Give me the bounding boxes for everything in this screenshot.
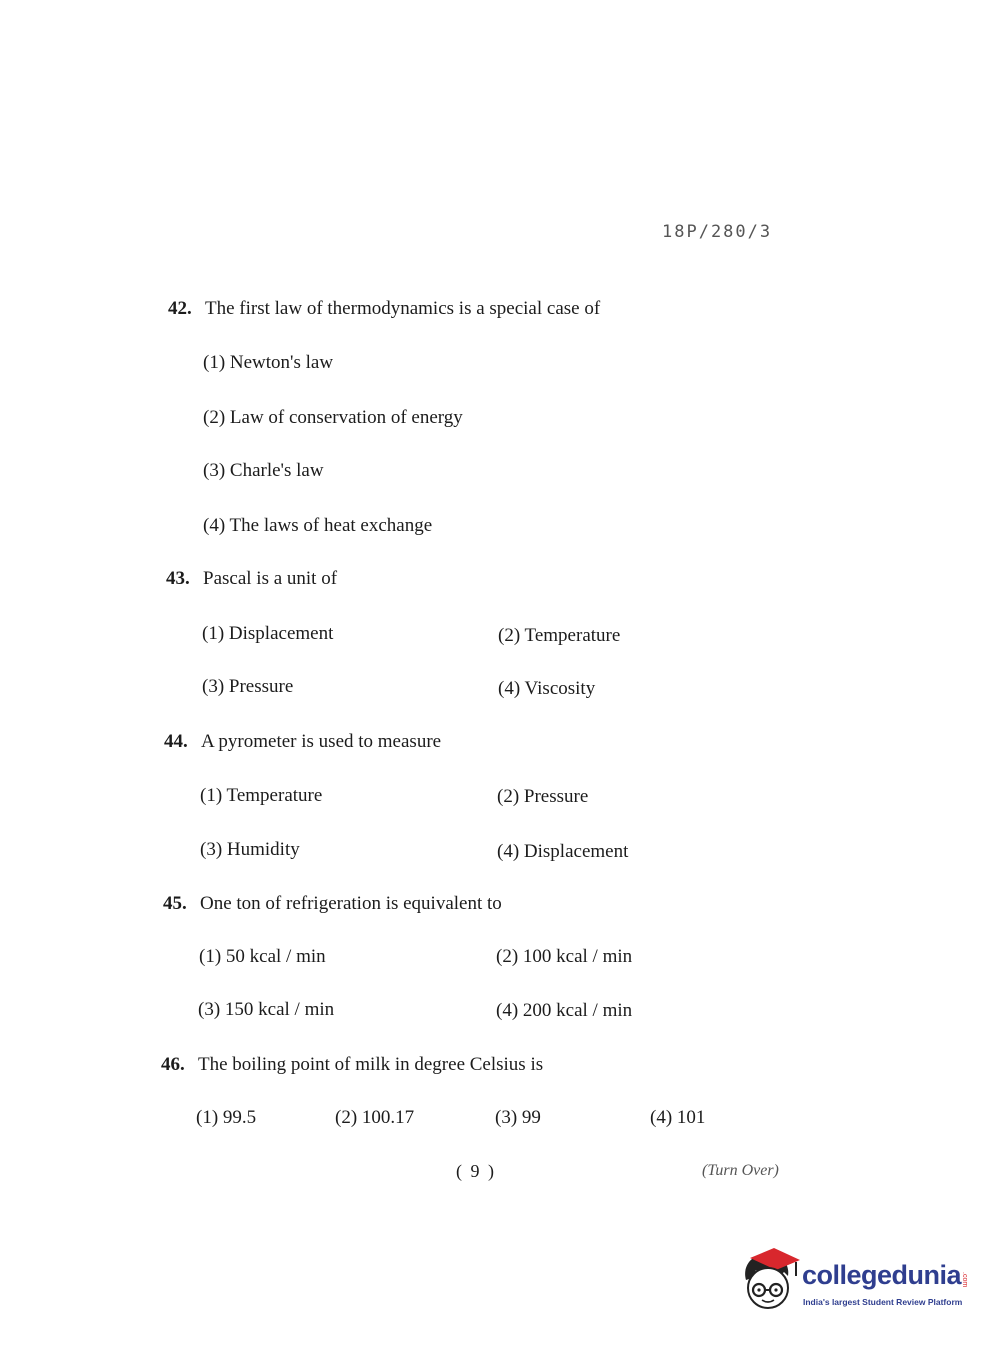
option-44-3: (3) Humidity bbox=[200, 839, 300, 860]
option-46-1: (1) 99.5 bbox=[196, 1107, 257, 1128]
question-number: 42. bbox=[168, 298, 192, 319]
option-42-4: (4) The laws of heat exchange bbox=[203, 515, 433, 536]
option-45-1: (1) 50 kcal / min bbox=[199, 946, 326, 967]
option-43-3: (3) Pressure bbox=[202, 676, 294, 697]
question-43 bbox=[166, 568, 337, 590]
option-46-2: (2) 100.17 bbox=[335, 1107, 415, 1128]
option-46-4: (4) 101 bbox=[650, 1107, 706, 1128]
option-46-3: (3) 99 bbox=[495, 1107, 541, 1128]
option-43-4: (4) Viscosity bbox=[498, 678, 596, 699]
question-number: 45. bbox=[163, 893, 187, 914]
turn-over-note: (Turn Over) bbox=[702, 1162, 779, 1179]
question-text: One ton of refrigeration is equivalent to bbox=[200, 893, 502, 914]
option-44-4: (4) Displacement bbox=[497, 841, 629, 862]
collegedunia-mascot-icon bbox=[740, 1246, 802, 1316]
question-text: A pyrometer is used to measure bbox=[201, 731, 442, 752]
brand-tld: .com bbox=[961, 1272, 968, 1288]
question-text: The first law of thermodynamics is a special case of bbox=[205, 298, 601, 319]
brand-name: collegedunia bbox=[802, 1260, 962, 1290]
question-text: The boiling point of milk in degree Celsius is bbox=[198, 1054, 544, 1075]
option-42-3: (3) Charle's law bbox=[203, 460, 324, 481]
option-42-1: (1) Newton's law bbox=[203, 352, 334, 373]
option-45-4: (4) 200 kcal / min bbox=[496, 1000, 633, 1021]
option-43-1: (1) Displacement bbox=[202, 623, 334, 644]
collegedunia-watermark bbox=[740, 1246, 970, 1316]
option-44-2: (2) Pressure bbox=[497, 786, 589, 807]
question-42 bbox=[168, 298, 600, 320]
paper-code: 18P/280/3 bbox=[662, 222, 773, 242]
brand-tagline: India's largest Student Review Platform bbox=[803, 1297, 963, 1307]
question-44 bbox=[164, 731, 441, 753]
question-46 bbox=[161, 1054, 543, 1076]
question-number: 43. bbox=[166, 568, 190, 589]
question-number: 46. bbox=[161, 1054, 185, 1075]
question-number: 44. bbox=[164, 731, 188, 752]
option-44-1: (1) Temperature bbox=[200, 785, 323, 806]
option-45-2: (2) 100 kcal / min bbox=[496, 946, 633, 967]
question-text: Pascal is a unit of bbox=[203, 568, 338, 589]
option-45-3: (3) 150 kcal / min bbox=[198, 999, 335, 1020]
page-number: ( 9 ) bbox=[456, 1161, 496, 1181]
question-45 bbox=[163, 893, 502, 915]
option-43-2: (2) Temperature bbox=[498, 625, 621, 646]
option-42-2: (2) Law of conservation of energy bbox=[203, 407, 463, 428]
